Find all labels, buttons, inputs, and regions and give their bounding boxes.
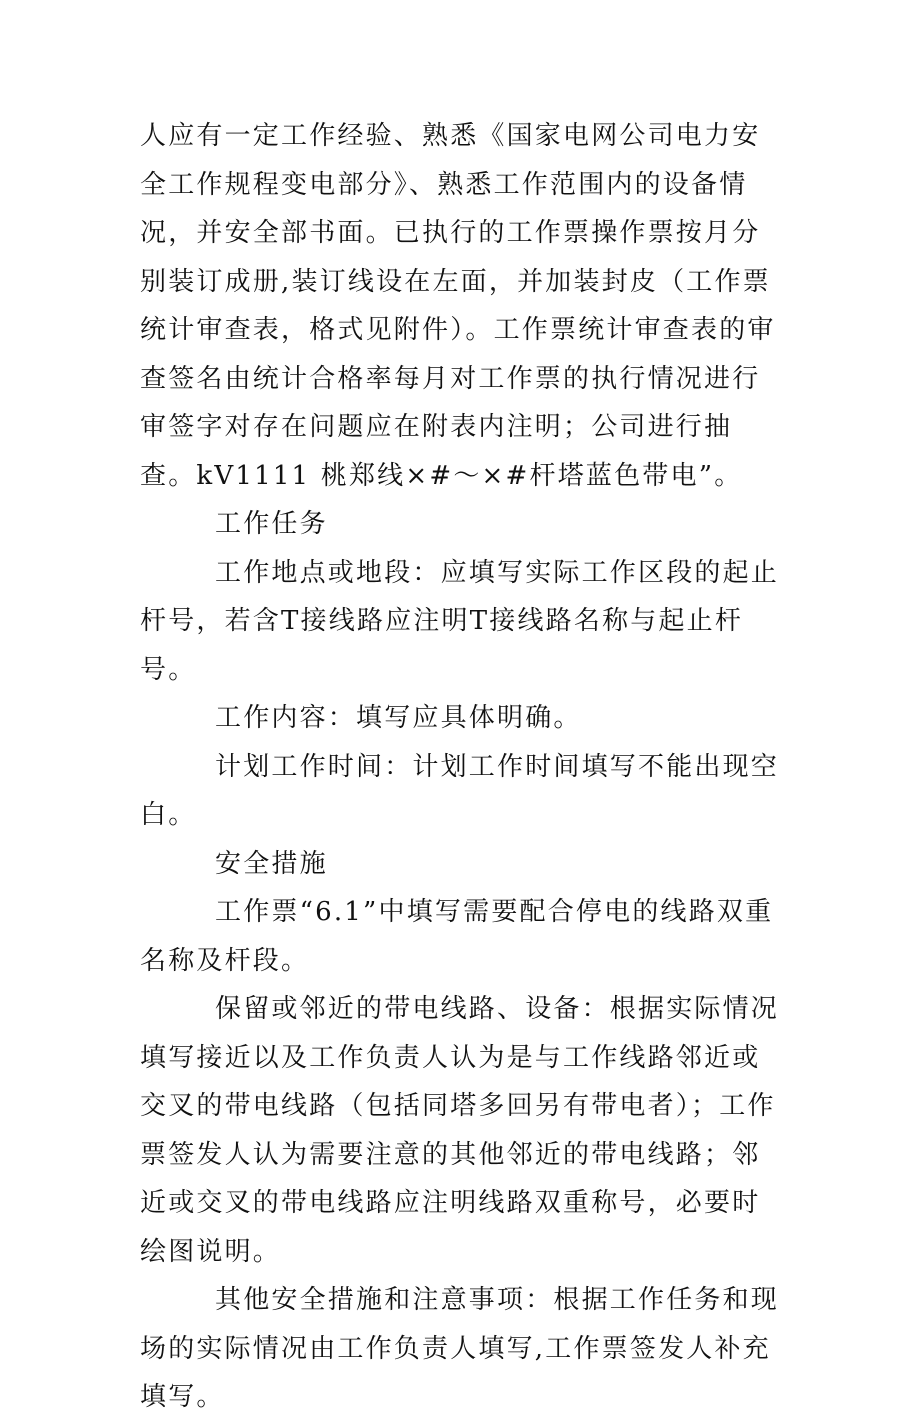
paragraph-work-content: 工作内容：填写应具体明确。 [215, 703, 582, 733]
paragraph-other-measures: 其他安全措施和注意事项：根据工作任务和现场的实际情况由工作负责人填写,工作票签发人补充填写。 [140, 1285, 780, 1412]
paragraph-live-lines: 保留或邻近的带电线路、设备：根据实际情况填写接近以及工作负责人认为是与工作线路邻近或交叉的带电线路（包括同塔多回另有带电者）；工作票签发人认为需要注意的其他邻近的带电线路；邻近或交叉的带电线路应注明线路双重称号，必要时绘图说明。 [140, 994, 780, 1267]
heading-safety-measures: 安全措施 [215, 848, 328, 879]
paragraph-outage-lines: 工作票“6.1”中填写需要配合停电的线路双重名称及杆段。 [140, 897, 774, 976]
paragraph-intro: 人应有一定工作经验、熟悉《国家电网公司电力安全工作规程变电部分》、熟悉工作范围内的设备情况，并安全部书面。已执行的工作票操作票按月分别装订成册,装订线设在左面，并加装封皮（工作票统计审查表，格式见附件）。工作票统计审查表的审查签名由统计合格率每月对工作票的执行情况进行审签字对存在问题应在附表内注明；公司进行抽查。kV1111 桃郑线×#～×#杆塔蓝色带电”。 [140, 121, 776, 491]
paragraph-planned-time: 计划工作时间：计划工作时间填写不能出现空白。 [140, 751, 780, 830]
heading-work-task: 工作任务 [215, 509, 328, 539]
paragraph-work-location: 工作地点或地段：应填写实际工作区段的起止杆号，若含T接线路应注明T接线路名称与起止杆号。 [140, 557, 780, 685]
document-body [140, 112, 782, 1422]
